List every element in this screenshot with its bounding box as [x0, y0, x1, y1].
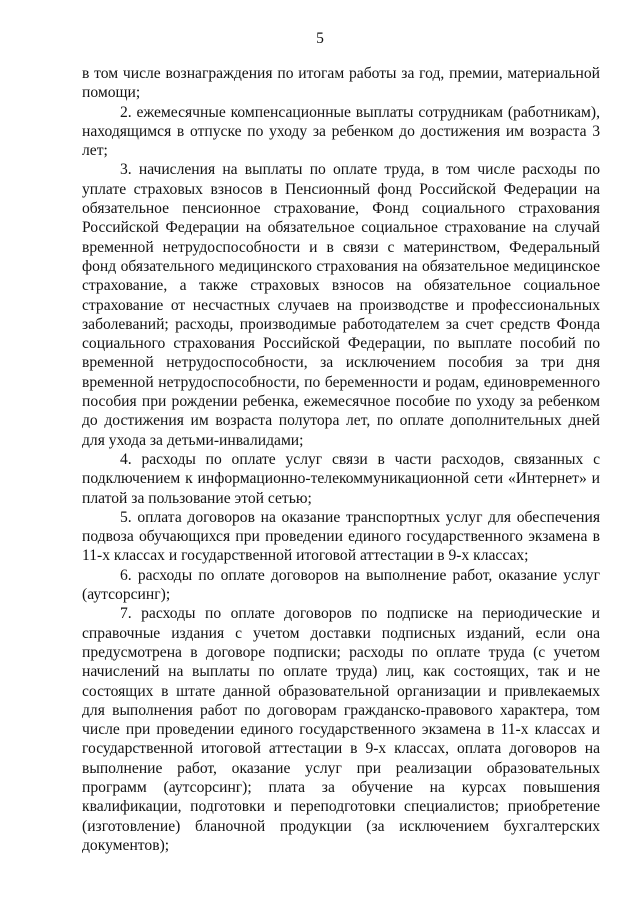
paragraph-item-2: 2. ежемесячные компенсационные выплаты сотрудникам (работникам), находящимся в отпуске по уходу за ребенком до достижения им возраста 3 лет; — [82, 103, 600, 160]
page-number: 5 — [316, 30, 324, 47]
paragraph-item-5: 5. оплата договоров на оказание транспортных услуг для обеспечения подвоза обучающихся при проведении единого государственного экзамена в 11-х классах и государственной итоговой аттестации в 9-х классах; — [82, 508, 600, 565]
paragraph-item-3: 3. начисления на выплаты по оплате труда, в том числе расходы по уплате страховых взносов в Пенсионный фонд Российской Федерации на обязательное пенсионное страхование, Фонд социального страхования Российской Федерации на обязательное социальное страхование на случай временной нетрудоспособности и в связи с материнством, Федеральный фонд обязательного медицинского страхования на обязательное медицинское страхование, а также страховых взносов на обязательное социальное страхование от несчастных случаев на производстве и профессиональных заболеваний; расходы, производимые работодателем за счет средств Фонда социального страхования Российской Федерации, по выплате пособий по временной нетрудоспособности, за исключением пособия за три дня временной нетрудоспособности, по беременности и родам, единовременного пособия при рождении ребенка, ежемесячное пособие по уходу за ребенком до достижения им возраста полутора лет, по оплате дополнительных дней для ухода за детьми-инвалидами; — [82, 161, 600, 449]
paragraph-item-4: 4. расходы по оплате услуг связи в части расходов, связанных с подключением к информационно-телекоммуникационной сети «Интернет» и платой за пользование этой сетью; — [82, 450, 600, 507]
paragraph-item-7: 7. расходы по оплате договоров по подписке на периодические и справочные издания с учетом доставки подписных изданий, если она предусмотрена в договоре подписки; расходы по оплате труда (с учетом начислений на выплаты по оплате труда) лиц, как состоящих, так и не состоящих в штате данной образовательной организации и привлекаемых для выполнения работ по договорам гражданско-правового характера, том числе при проведении единого государственного экзамена в 11-х классах и государственной итоговой аттестации в 9-х классах, оплата договоров на выполнение работ, оказание услуг при реализации образовательных программ (аутсорсинг); плата за обучение на курсах повышения квалификации, подготовки и переподготовки специалистов; приобретение (изготовление) бланочной продукции (за исключением бухгалтерских документов); — [82, 605, 600, 854]
paragraph-continuation: в том числе вознаграждения по итогам работы за год, премии, материальной помощи; — [82, 65, 600, 102]
document-body — [82, 64, 600, 855]
paragraph-item-6: 6. расходы по оплате договоров на выполнение работ, оказание услуг (аутсорсинг); — [82, 566, 600, 604]
